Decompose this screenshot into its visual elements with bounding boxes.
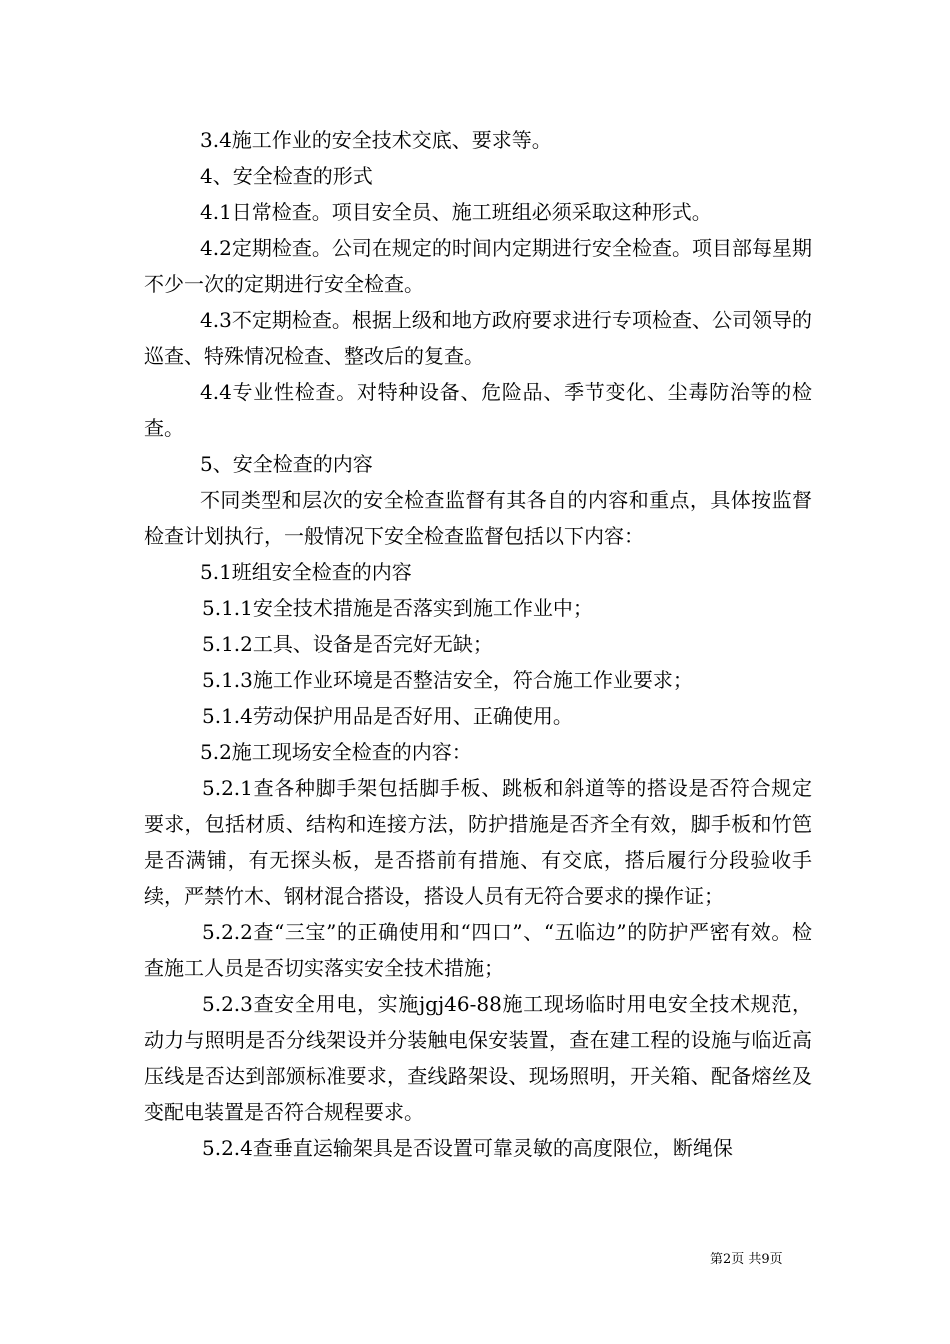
paragraph-5-1-2: 5.1.2工具、设备是否完好无缺； — [202, 632, 493, 656]
paragraph-4-4: 4.4专业性检查。对特种设备、危险品、季节变化、尘毒防治等的检查。 — [144, 380, 812, 440]
paragraph-5-1-4: 5.1.4劳动保护用品是否好用、正确使用。 — [202, 704, 573, 728]
paragraph-5-1-1: 5.1.1安全技术措施是否落实到施工作业中； — [202, 596, 593, 620]
paragraph-4-2: 4.2定期检查。公司在规定的时间内定期进行安全检查。项目部每星期不少一次的定期进行安全检查。 — [144, 236, 812, 296]
paragraph-intro-contents: 不同类型和层次的安全检查监督有其各自的内容和重点，具体按监督检查计划执行，一般情况下安全检查监督包括以下内容： — [144, 488, 812, 548]
document-body — [144, 122, 812, 1166]
paragraph-5-1-3: 5.1.3施工作业环境是否整洁安全，符合施工作业要求； — [202, 668, 693, 692]
paragraph-5-2-3: 5.2.3查安全用电，实施jgj46-88施工现场临时用电安全技术规范，动力与照明是否分线架设并分装触电保安装置，查在建工程的设施与临近高压线是否达到部颁标准要求，查线路架设、现场照明，开关箱、配备熔丝及变配电装置是否符合规程要求。 — [144, 992, 812, 1124]
paragraph-4-1: 4.1日常检查。项目安全员、施工班组必须采取这种形式。 — [200, 200, 712, 224]
paragraph-5-2-1: 5.2.1查各种脚手架包括脚手板、跳板和斜道等的搭设是否符合规定要求，包括材质、结构和连接方法，防护措施是否齐全有效，脚手板和竹笆是否满铺，有无探头板，是否搭前有措施、有交底，搭后履行分段验收手续，严禁竹木、钢材混合搭设，搭设人员有无符合要求的操作证； — [144, 776, 812, 908]
paragraph-3-4: 3.4施工作业的安全技术交底、要求等。 — [200, 128, 552, 152]
paragraph-5-2-2: 5.2.2查“三宝”的正确使用和“四口”、“五临边”的防护严密有效。检查施工人员是否切实落实安全技术措施； — [144, 920, 812, 980]
paragraph-5-1: 5.1班组安全检查的内容 — [200, 560, 412, 584]
heading-inspection-contents: 5、安全检查的内容 — [200, 452, 373, 476]
page-number-footer: 第2页 共9页 — [710, 1252, 783, 1267]
paragraph-5-2: 5.2施工现场安全检查的内容： — [200, 740, 472, 764]
paragraph-4-3: 4.3不定期检查。根据上级和地方政府要求进行专项检查、公司领导的巡查、特殊情况检查、整改后的复查。 — [144, 308, 812, 368]
paragraph-5-2-4: 5.2.4查垂直运输架具是否设置可靠灵敏的高度限位，断绳保 — [202, 1136, 733, 1160]
heading-inspection-forms: 4、安全检查的形式 — [200, 164, 373, 188]
